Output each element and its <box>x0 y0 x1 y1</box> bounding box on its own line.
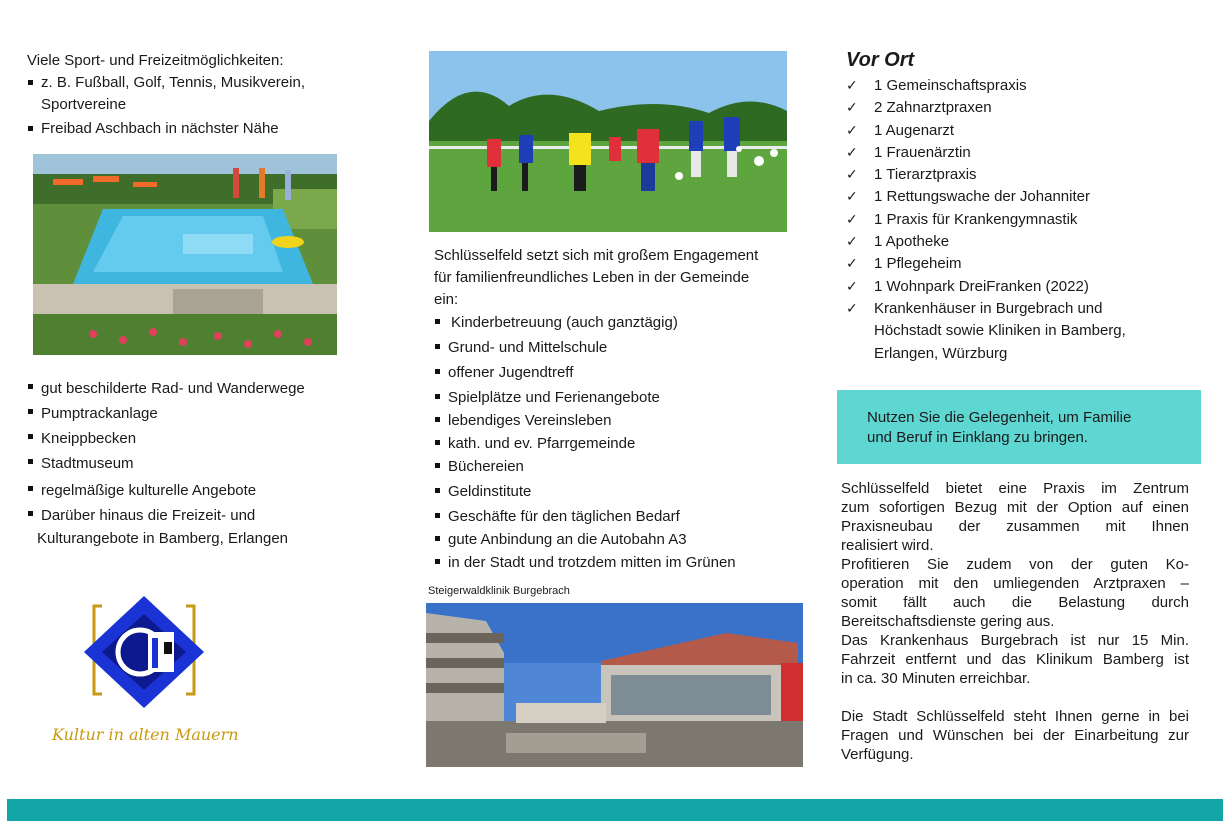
list-item <box>843 231 1213 253</box>
list-item <box>843 186 1213 208</box>
list-item <box>843 276 1213 298</box>
list-item-label: 1 Augenarzt <box>874 121 955 139</box>
body-line: Bereitschaftsdienste gering aus. <box>841 613 1055 630</box>
activities-list-wrap <box>27 376 367 550</box>
list-item: Geschäfte für den täglichen Bedarf <box>434 505 804 528</box>
callout-line: und Beruf in Einklang zu bringen. <box>867 429 1088 446</box>
check-icon: ✓ <box>846 100 858 117</box>
callout-box <box>837 390 1201 464</box>
body-line: realisiert wird. <box>841 537 934 554</box>
list-item-continuation: Erlangen, Würzburg <box>874 344 1008 362</box>
body-line: zum sofortigen Bezug mit der Option auf einen <box>841 499 1189 516</box>
list-item: Geldinstitute <box>434 480 804 503</box>
list-item-continuation: Kulturangebote in Bamberg, Erlangen <box>37 530 289 547</box>
list-item-label: 1 Wohnpark DreiFranken (2022) <box>874 277 1089 295</box>
list-item: Spielplätze und Ferienangebote <box>434 386 804 409</box>
list-item: in der Stadt und trotzdem mitten im Grünen <box>434 551 804 574</box>
check-icon: ✓ <box>846 144 858 161</box>
list-item: kath. und ev. Pfarrgemeinde <box>434 432 804 455</box>
vor-ort-list-wrap <box>843 75 1213 365</box>
family-list <box>434 311 804 574</box>
body-line: Fragen und Wünschen bei der Einarbeitung zur <box>841 727 1189 744</box>
check-icon: ✓ <box>846 256 858 273</box>
list-item-label: 1 Apotheke <box>874 233 950 251</box>
practice-text <box>841 479 1189 764</box>
sports-list-top <box>27 72 357 140</box>
column-left <box>27 50 357 140</box>
list-item <box>843 120 1213 142</box>
check-icon: ✓ <box>846 234 858 251</box>
list-item <box>843 142 1213 164</box>
vor-ort-heading: Vor Ort <box>846 49 915 71</box>
body-line: Schlüsselfeld bietet eine Praxis im Zentrum <box>841 480 1189 497</box>
check-icon: ✓ <box>846 300 858 317</box>
body-line: Das Krankenhaus Burgebrach ist nur 15 Min. <box>841 632 1189 649</box>
logo-text: Kultur in alten Mauern <box>52 725 239 744</box>
list-item <box>843 298 1213 320</box>
list-item-label: 1 Praxis für Krankengymnastik <box>874 210 1078 228</box>
logo <box>52 594 252 754</box>
list-item-label: 1 Frauenärztin <box>874 143 971 161</box>
list-item: Freibad Aschbach in nächster Nähe <box>27 118 357 140</box>
list-item-label: 1 Rettungswache der Johanniter <box>874 188 1090 206</box>
list-item: z. B. Fußball, Golf, Tennis, Musikverein, <box>27 72 357 94</box>
list-item: Grund- und Mittelschule <box>434 336 804 359</box>
list-item: gut beschilderte Rad- und Wanderwege <box>27 376 367 401</box>
list-item: Stadtmuseum <box>27 451 367 476</box>
hospital-photo <box>426 603 803 767</box>
body-line: somit fällt auch die Belastung durch <box>841 594 1189 611</box>
list-item-label: Krankenhäuser in Burgebrach und <box>874 299 1103 317</box>
check-icon: ✓ <box>846 167 858 184</box>
callout-line: Nutzen Sie die Gelegenheit, um Familie <box>867 409 1132 426</box>
body-line <box>841 688 1189 707</box>
list-item-label: 1 Pflegeheim <box>874 255 962 273</box>
list-item: gute Anbindung an die Autobahn A3 <box>434 528 804 551</box>
paragraph-line: für familienfreundliches Leben in der Gemeinde <box>434 269 750 286</box>
list-item: Büchereien <box>434 455 804 478</box>
paragraph-line: ein: <box>434 291 459 308</box>
vor-ort-list <box>843 75 1213 365</box>
activities-list <box>27 376 367 528</box>
family-paragraph <box>434 245 804 311</box>
body-line: Die Stadt Schlüsselfeld steht Ihnen gerne in bei <box>841 708 1189 725</box>
footer-band <box>7 799 1223 821</box>
list-item-label: 1 Gemeinschaftspraxis <box>874 77 1027 94</box>
pool-photo <box>33 154 337 355</box>
body-line: Fahrzeit entfernt und das Klinikum Bamberg ist <box>841 651 1189 668</box>
list-item-continuation: Höchstadt sowie Kliniken in Bamberg, <box>874 322 1126 340</box>
list-item <box>843 164 1213 186</box>
paragraph-line: Schlüsselfeld setzt sich mit großem Engagement <box>434 247 759 264</box>
check-icon: ✓ <box>846 189 858 206</box>
list-item: Darüber hinaus die Freizeit- und <box>27 503 367 528</box>
check-icon: ✓ <box>846 278 858 295</box>
sports-intro: Viele Sport- und Freizeitmöglichkeiten: <box>27 52 284 69</box>
list-item-label: 2 Zahnarztpraxen <box>874 99 992 117</box>
list-item: regelmäßige kulturelle Angebote <box>27 478 367 503</box>
family-list-wrap <box>434 311 804 574</box>
list-item-label: 1 Tierarztpraxis <box>874 166 977 184</box>
body-line: Praxisneubau der zusammen mit Ihnen <box>841 518 1189 535</box>
list-item: Pumptrackanlage <box>27 401 367 426</box>
body-line: operation mit den umliegenden Arztpraxen – <box>841 575 1189 592</box>
logo-emblem <box>52 594 252 714</box>
list-item: offener Jugendtreff <box>434 361 804 384</box>
list-item <box>843 75 1213 97</box>
children-football-photo <box>429 51 787 232</box>
check-icon: ✓ <box>846 78 858 94</box>
hospital-caption: Steigerwaldklinik Burgebrach <box>428 585 570 597</box>
check-icon: ✓ <box>846 211 858 228</box>
check-icon: ✓ <box>846 122 858 139</box>
list-item-continuation: Sportvereine <box>41 96 127 113</box>
list-item: Kneippbecken <box>27 426 367 451</box>
body-line: Profitieren Sie zudem von der guten Ko- <box>841 556 1189 573</box>
list-item <box>843 97 1213 119</box>
list-item <box>843 253 1213 275</box>
list-item <box>843 209 1213 231</box>
body-line: Verfügung. <box>841 746 914 763</box>
list-item: Kinderbetreuung (auch ganztägig) <box>434 311 804 334</box>
list-item: lebendiges Vereinsleben <box>434 409 804 432</box>
body-line: in ca. 30 Minuten erreichbar. <box>841 670 1031 687</box>
